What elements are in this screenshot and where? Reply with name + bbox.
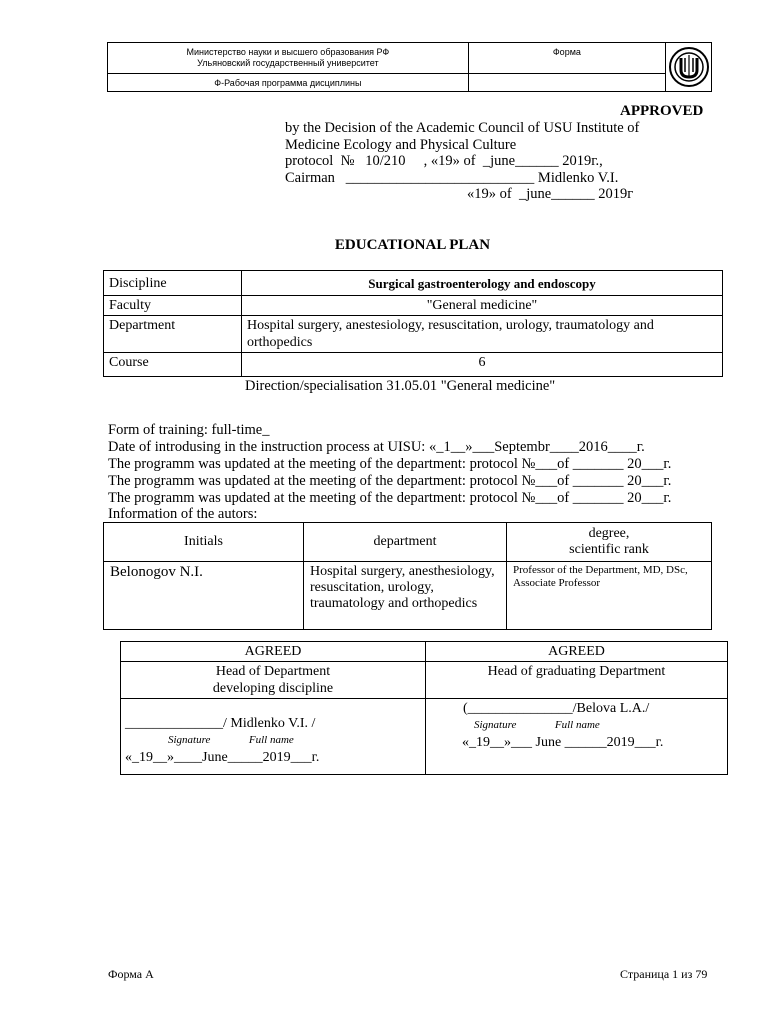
agreed-left-title: AGREED [121, 642, 426, 662]
university-text: Ульяновский государственный университет [197, 58, 379, 68]
form-of-training: Form of training: full-time_ [108, 422, 270, 438]
agreed-table [120, 641, 728, 775]
discipline-table [103, 270, 723, 377]
university-emblem-icon [668, 46, 710, 88]
update-line: The programm was updated at the meeting of the department: protocol №___of _______ 20___г. [108, 473, 672, 489]
footer-page-number: Страница 1 из 79 [620, 967, 708, 981]
head-of-department-label: Head of Department [215, 664, 331, 679]
discipline-label: Discipline [104, 271, 242, 296]
developing-discipline-label: developing discipline [212, 681, 334, 696]
approval-chairman: Cairman __________________________ Midlenko V.I. [285, 170, 619, 186]
logo-cell [666, 43, 712, 92]
department-header: department [304, 523, 507, 562]
initials-header: Initials [104, 523, 304, 562]
approved-title: APPROVED [620, 103, 704, 119]
table-row [104, 562, 712, 630]
agreed-right-subtitle: Head of graduating Department [426, 662, 728, 699]
direction-text: Direction/specialisation 31.05.01 "General medicine" [245, 378, 556, 394]
agreed-left-subtitle [121, 662, 426, 699]
course-label: Course [104, 353, 242, 377]
ministry-text: Министерство науки и высшего образования РФ [186, 47, 390, 57]
signature-caption: Signature Full name [474, 719, 600, 731]
discipline-value: Surgical gastroenterology and endoscopy [242, 271, 723, 296]
table-header-row [104, 523, 712, 562]
form-label-cell [468, 43, 665, 74]
table-row [121, 699, 728, 775]
table-row [104, 353, 723, 377]
agreed-right-title: AGREED [426, 642, 728, 662]
authors-info-heading: Information of the autors: [108, 506, 258, 522]
empty-cell [468, 74, 665, 92]
degree-header: degree, scientific rank [507, 523, 712, 562]
signature-caption: Signature Full name [168, 734, 294, 746]
faculty-value: "General medicine" [242, 296, 723, 316]
department-label: Department [104, 316, 242, 353]
introduction-date: Date of introdusing in the instruction process at UISU: «_1__»___Septembr____2016____г. [108, 439, 645, 455]
table-row [104, 316, 723, 353]
signature-line: (_______________/Belova L.A./ [463, 701, 650, 716]
approval-line: Medicine Ecology and Physical Culture [285, 137, 517, 153]
signature-date: «_19__»____June_____2019___г. [125, 750, 320, 765]
program-cell [108, 74, 469, 92]
signature-date: «_19__»___ June ______2019___г. [462, 735, 664, 750]
program-text: Ф-Рабочая программа дисциплины [214, 77, 362, 88]
author-department: Hospital surgery, anesthesiology, resuscitation, urology, traumatology and orthopedics [304, 562, 507, 630]
authors-table [103, 522, 712, 630]
author-degree: Professor of the Department, MD, DSc, Associate Professor [507, 562, 712, 630]
approval-date: «19» of _june______ 2019г [467, 186, 634, 202]
form-header [107, 42, 712, 92]
signature-line: ______________/ Midlenko V.I. / [125, 716, 316, 731]
update-line: The programm was updated at the meeting of the department: protocol №___of _______ 20___г. [108, 490, 672, 506]
approval-protocol: protocol № 10/210 , «19» of _june______ 2019г., [285, 153, 603, 169]
agreed-right-signature-cell [426, 699, 728, 775]
table-row [104, 296, 723, 316]
course-value: 6 [242, 353, 723, 377]
table-row [121, 642, 728, 662]
approval-line: by the Decision of the Academic Council of USU Institute of [285, 120, 640, 136]
plan-title: EDUCATIONAL PLAN [334, 237, 491, 253]
table-row [104, 271, 723, 296]
faculty-label: Faculty [104, 296, 242, 316]
table-row [121, 662, 728, 699]
footer-form: Форма А [108, 967, 154, 981]
update-line: The programm was updated at the meeting of the department: protocol №___of _______ 20___г. [108, 456, 672, 472]
department-value: Hospital surgery, anestesiology, resuscitation, urology, traumatology and orthopedics [242, 316, 723, 353]
ministry-university-cell [108, 43, 469, 74]
author-initials: Belonogov N.I. [104, 562, 304, 630]
agreed-left-signature-cell [121, 699, 426, 775]
form-label: Форма [552, 47, 581, 57]
